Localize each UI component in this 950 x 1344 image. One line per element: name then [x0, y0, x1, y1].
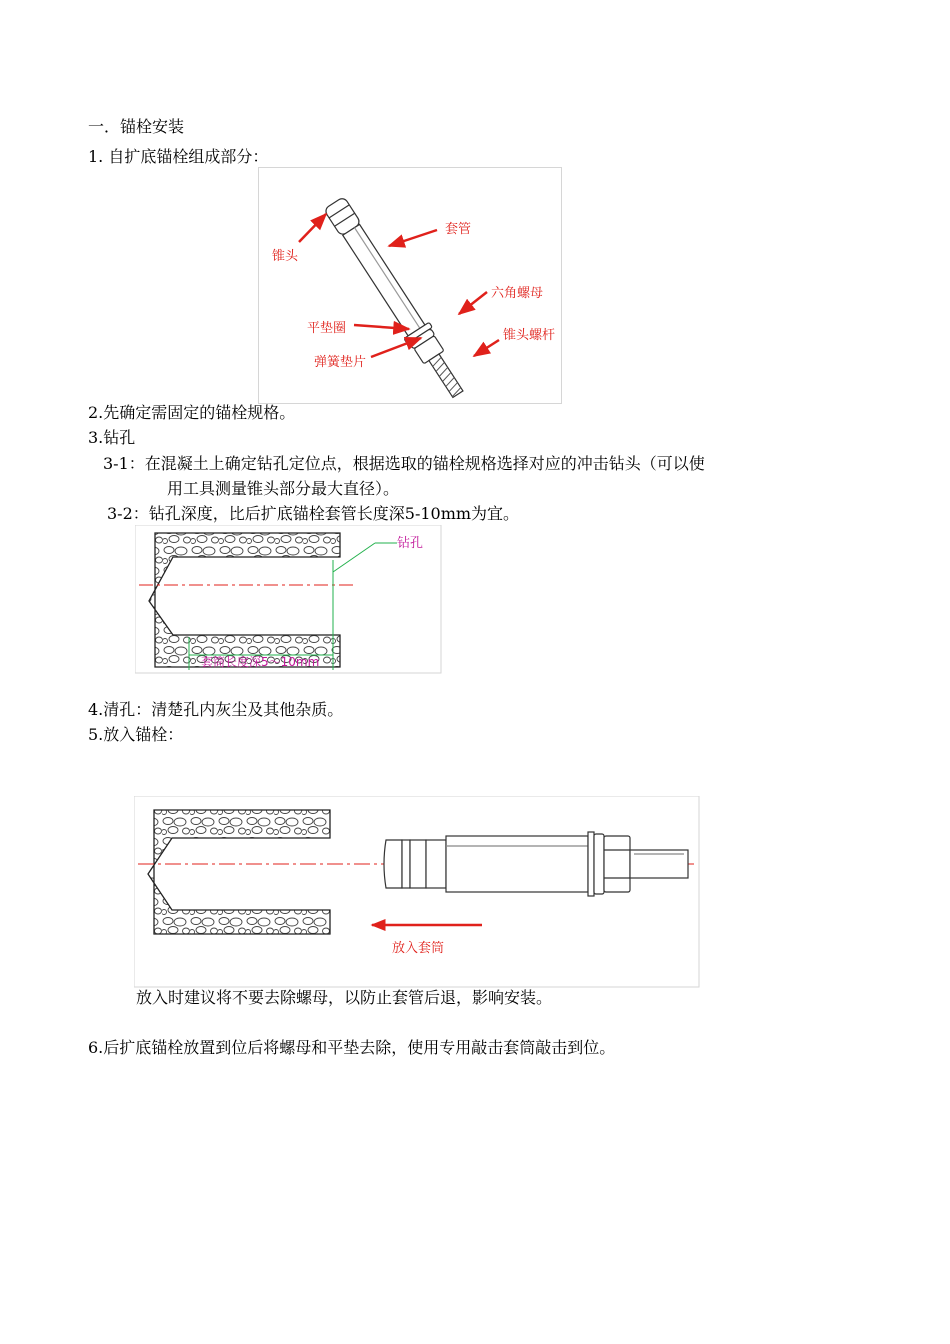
- step-3-text: 3.钻孔: [88, 428, 136, 447]
- anchor-components-figure: [258, 167, 562, 404]
- label-insert-sleeve: 放入套筒: [392, 941, 445, 956]
- insert-anchor-figure: [134, 796, 700, 988]
- step-5-text: 5.放入锚栓：: [88, 725, 184, 744]
- step-2-text: 2.先确定需固定的锚栓规格。: [88, 403, 296, 422]
- anchor-side-view: [384, 832, 688, 896]
- step-5-note: 放入时建议将不要去除螺母，以防止套管后退，影响安装。: [136, 988, 553, 1007]
- drill-hole-figure: [135, 525, 442, 674]
- label-cone-head: 锥头: [272, 249, 299, 264]
- label-cone-screw: 锥头螺杆: [503, 328, 556, 343]
- label-hex-nut: 六角螺母: [491, 286, 544, 301]
- drill-hole-drawing: [135, 525, 442, 674]
- step-3-1-continued: 用工具测量锥头部分最大直径）。: [167, 479, 400, 498]
- step-3-1-text: 3-1：在混凝土上确定钻孔定位点，根据选取的锚栓规格选择对应的冲击钻头（可以使: [103, 454, 705, 473]
- label-drill-hole: 钻孔: [397, 536, 424, 551]
- step-6-text: 6.后扩底锚栓放置到位后将螺母和平垫去除，使用专用敲击套筒敲击到位。: [88, 1038, 616, 1057]
- label-spring-washer: 弹簧垫片: [314, 355, 367, 370]
- anchor-components-drawing: [259, 168, 561, 403]
- label-flat-washer: 平垫圈: [307, 321, 347, 336]
- label-sleeve: 套管: [445, 222, 472, 237]
- section-title: 一．锚栓安装: [88, 117, 185, 136]
- label-depth: 套筒长度深5～10mm: [201, 655, 320, 669]
- insert-anchor-drawing: [134, 796, 700, 988]
- step-3-2-text: 3-2：钻孔深度，比后扩底锚栓套管长度深5-10mm为宜。: [107, 504, 520, 523]
- step-1-text: 1. 自扩底锚栓组成部分：: [88, 147, 269, 166]
- step-4-text: 4.清孔：清楚孔内灰尘及其他杂质。: [88, 700, 344, 719]
